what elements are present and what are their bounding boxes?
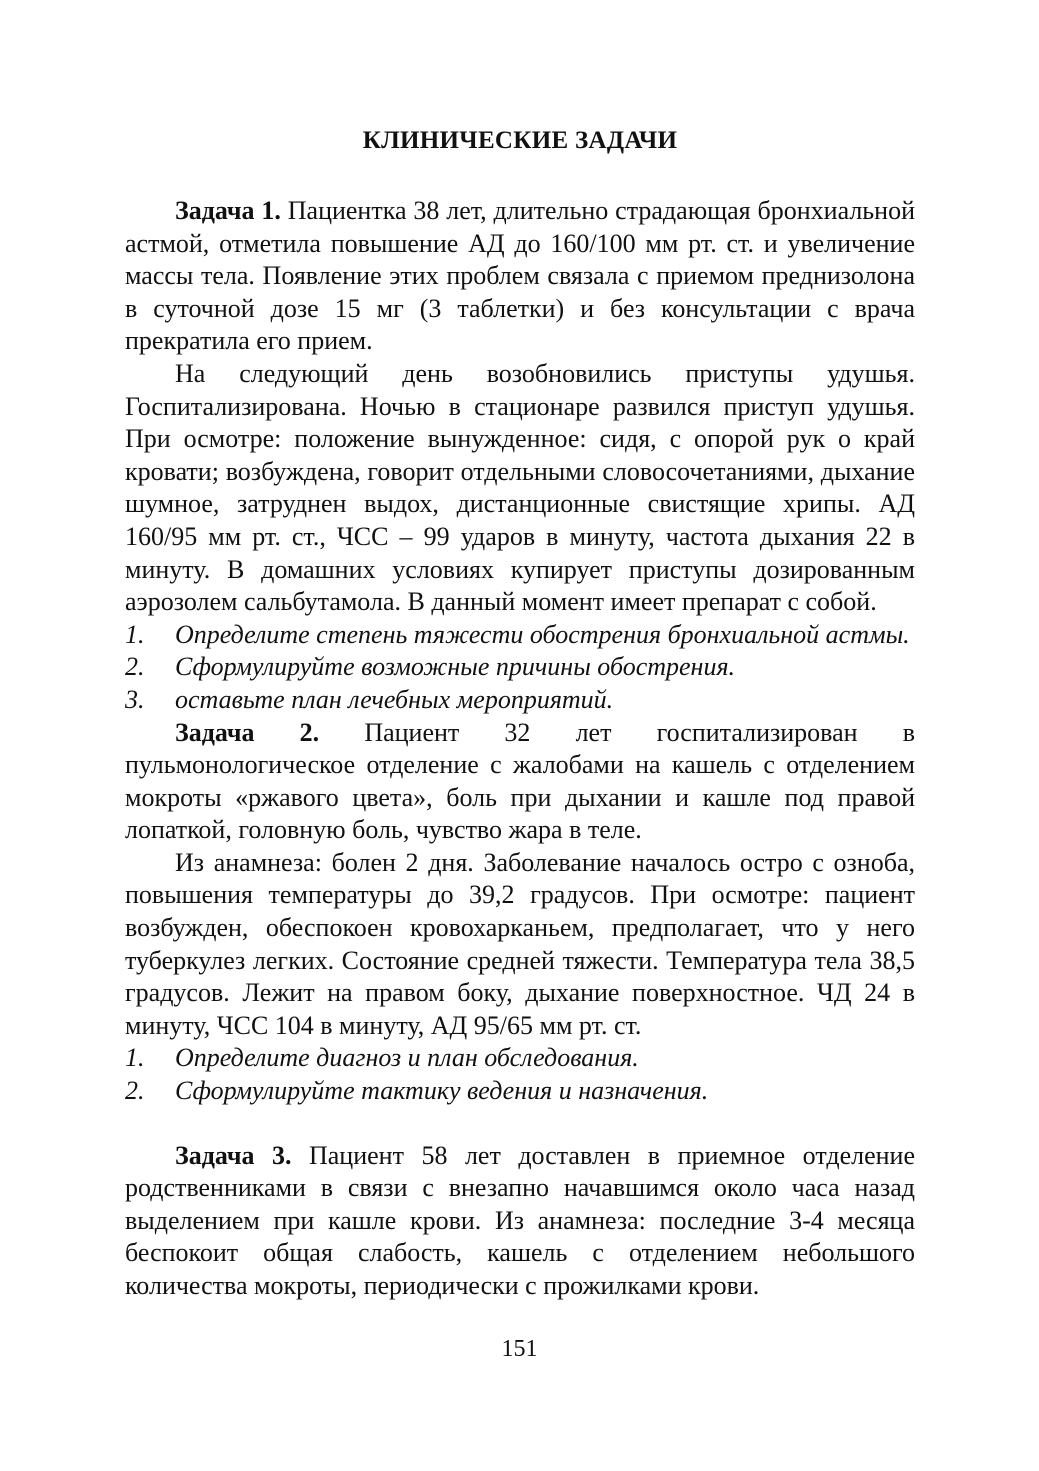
question-number: 2. xyxy=(125,652,145,682)
task3-paragraph1 xyxy=(125,1140,915,1303)
page-title: КЛИНИЧЕСКИЕ ЗАДАЧИ xyxy=(362,127,678,154)
section-gap xyxy=(125,1108,915,1140)
task3-text1: Пациент 58 лет доставлен в приемное отделение родственниками в связи с внезапно начавшимся около часа назад выделением при кашле крови. Из анамнеза: последние 3-4 месяца беспокоит общая слабость, кашель с отделением небольшого количества мокроты, периодически с прожилками крови. xyxy=(125,1140,915,1300)
task2-question xyxy=(125,1042,915,1075)
task2-label: Задача 2. xyxy=(175,717,320,747)
question-number: 1. xyxy=(125,1043,145,1073)
page-content xyxy=(125,122,915,1303)
question-text: Определите диагноз и план обследования. xyxy=(175,1043,639,1073)
question-number: 3. xyxy=(125,684,145,714)
task1-questions xyxy=(125,619,915,717)
task2-text1: Пациент 32 лет госпитализирован в пульмонологическое отделение с жалобами на кашель с отделением мокроты «ржавого цвета», боль при дыхании и кашле под правой лопаткой, головную боль, чувство жара в теле. xyxy=(125,717,915,845)
task1-text1: Пациентка 38 лет, длительно страдающая бронхиальной астмой, отметила повышение АД до 160/100 мм рт. ст. и увеличение массы тела. Появление этих проблем связала с приемом преднизолона в суточной дозе 15 мг (3 таблетки) и без консультации с врача прекратила его прием. xyxy=(125,196,915,356)
task1-label: Задача 1. xyxy=(175,196,281,225)
task1-question xyxy=(125,651,915,684)
task2-paragraph2: Из анамнеза: болен 2 дня. Заболевание началось остро с озноба, повышения температуры до 39,2 градусов. При осмотре: пациент возбужден, обеспокоен кровохарканьем, предполагает, что у него туберкулез легких. Состояние средней тяжести. Температура тела 38,5 градусов. Лежит на правом боку, дыхание поверхностное. ЧД 24 в минуту, ЧСС 104 в минуту, АД 95/65 мм рт. ст. xyxy=(125,847,915,1040)
question-number: 2. xyxy=(125,1076,145,1106)
task1-question xyxy=(125,619,915,652)
task3-label: Задача 3. xyxy=(175,1140,292,1170)
task2-paragraph1 xyxy=(125,717,915,847)
task2-questions xyxy=(125,1042,915,1107)
question-number: 1. xyxy=(125,619,145,649)
task1-paragraph1 xyxy=(125,195,915,358)
page-number: 151 xyxy=(501,1336,538,1362)
question-text: Определите степень тяжести обострения бронхиальной астмы. xyxy=(175,619,910,649)
question-text: Сформулируйте тактику ведения и назначения. xyxy=(175,1076,709,1106)
task2-question xyxy=(125,1075,915,1108)
task1-question xyxy=(125,684,915,717)
question-text: оставьте план лечебных мероприятий. xyxy=(175,684,614,714)
question-text: Сформулируйте возможные причины обострения. xyxy=(175,652,736,682)
task1-paragraph2: На следующий день возобновились приступы удушья. Госпитализирована. Ночью в стационаре развился приступ удушья. При осмотре: положение вынужденное: сидя, с опорой рук о край кровати; возбуждена, говорит отдельными словосочетаниями, дыхание шумное, затруднен выдох, дистанционные свистящие хрипы. АД 160/95 мм рт. ст., ЧСС – 99 ударов в минуту, частота дыхания 22 в минуту. В домашних условиях купирует приступы дозированным аэрозолем сальбутамола. В данный момент имеет препарат с собой. xyxy=(125,358,915,617)
